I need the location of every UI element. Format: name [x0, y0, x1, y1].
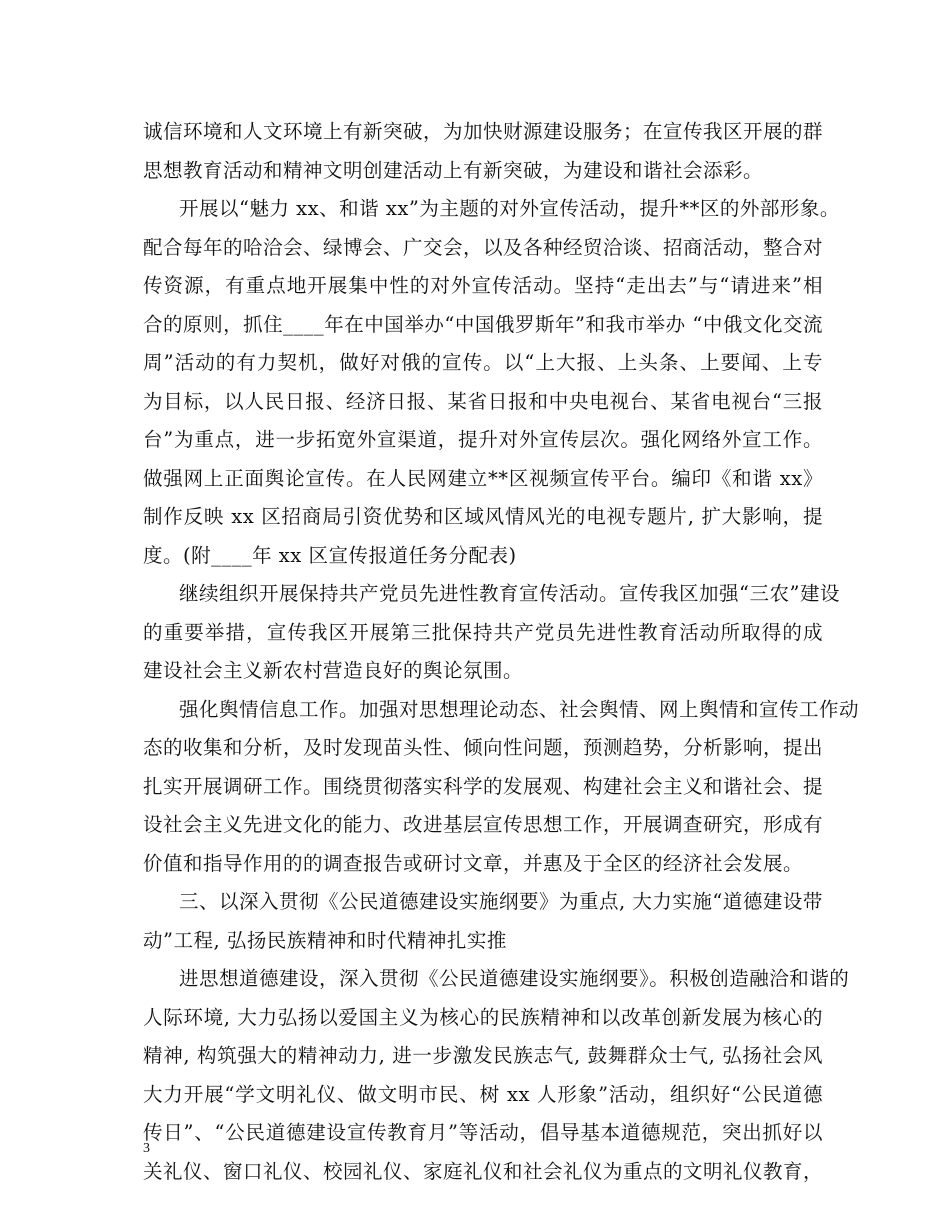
- document-body: [143, 113, 860, 1191]
- text-line: 为目标，以人民日报、经济日报、某省日报和中央电视台、某省电视台“三报: [143, 389, 823, 413]
- text-line: 诚信环境和人文环境上有新突破，为加快财源建设服务；在宣传我区开展的群: [143, 120, 823, 143]
- text-line: 大力开展“学文明礼仪、做文明市民、树 xx 人形象”活动，组织好“公民道德: [143, 1082, 823, 1106]
- text-line: 精神, 构筑强大的精神动力, 进一步激发民族志气, 鼓舞群众士气, 弘扬社会风: [143, 1044, 823, 1067]
- text-line: 进思想道德建设，深入贯彻《公民道德建设实施纲要》。积极创造融洽和谐的: [179, 967, 850, 990]
- text-line: 关礼仪、窗口礼仪、校园礼仪、家庭礼仪和社会礼仪为重点的文明礼仪教育，: [143, 1159, 823, 1183]
- text-line: 配合每年的哈洽会、绿博会、广交会，以及各种经贸洽谈、招商活动，整合对: [143, 235, 823, 259]
- text-line: 价值和指导作用的的调查报告或研讨文章，并惠及于全区的经济社会发展。: [143, 851, 804, 875]
- text-line: 三、以深入贯彻《公民道德建设实施纲要》为重点, 大力实施“道德建设带: [179, 890, 823, 913]
- text-line: 人际环境, 大力弘扬以爱国主义为核心的民族精神和以改革创新发展为核心的: [143, 1005, 823, 1029]
- text-line: 合的原则，抓住____年在中国举办“中国俄罗斯年”和我市举办 “中俄文化交流: [143, 312, 823, 336]
- text-line: 思想教育活动和精神文明创建活动上有新突破，为建设和谐社会添彩。: [143, 158, 764, 182]
- text-line: 台”为重点，进一步拓宽外宣渠道，提升对外宣传层次。强化网络外宣工作。: [143, 428, 823, 451]
- text-line: 动”工程, 弘扬民族精神和时代精神扎实推: [143, 928, 507, 952]
- text-line: 强化舆情信息工作。加强对思想理论动态、社会舆情、网上舆情和宣传工作动: [179, 697, 860, 721]
- text-line: 周”活动的有力契机，做好对俄的宣传。以“上大报、上头条、上要闻、上专: [143, 351, 823, 374]
- text-line: 传日”、“公民道德建设宣传教育月”等活动，倡导基本道德规范，突出抓好以: [143, 1121, 823, 1144]
- text-line: 传资源，有重点地开展集中性的对外宣传活动。坚持“走出去”与“请进来”相: [143, 274, 823, 297]
- text-line: 开展以“魅力 xx、和谐 xx”为主题的对外宣传活动，提升**区的外部形象。: [179, 197, 840, 220]
- text-line: 度。(附____年 xx 区宣传报道任务分配表): [143, 543, 517, 567]
- text-line: 继续组织开展保持共产党员先进性教育宣传活动。宣传我区加强“三农”建设: [179, 582, 840, 605]
- text-line: 的重要举措，宣传我区开展第三批保持共产党员先进性教育活动所取得的成: [143, 620, 823, 644]
- page-number: 3: [143, 1141, 150, 1156]
- text-line: 设社会主义先进文化的能力、改进基层宣传思想工作，开展调查研究，形成有: [143, 813, 823, 836]
- text-line: 态的收集和分析，及时发现苗头性、倾向性问题，预测趋势，分析影响，提出: [143, 736, 823, 759]
- text-line: 做强网上正面舆论宣传。在人民网建立**区视频宣传平台。编印《和谐 xx》: [143, 466, 823, 490]
- text-line: 制作反映 xx 区招商局引资优势和区域风情风光的电视专题片, 扩大影响，提: [143, 505, 823, 528]
- text-line: 扎实开展调研工作。围绕贯彻落实科学的发展观、构建社会主义和谐社会、提: [143, 774, 823, 798]
- text-line: 建设社会主义新农村营造良好的舆论氛围。: [143, 659, 524, 682]
